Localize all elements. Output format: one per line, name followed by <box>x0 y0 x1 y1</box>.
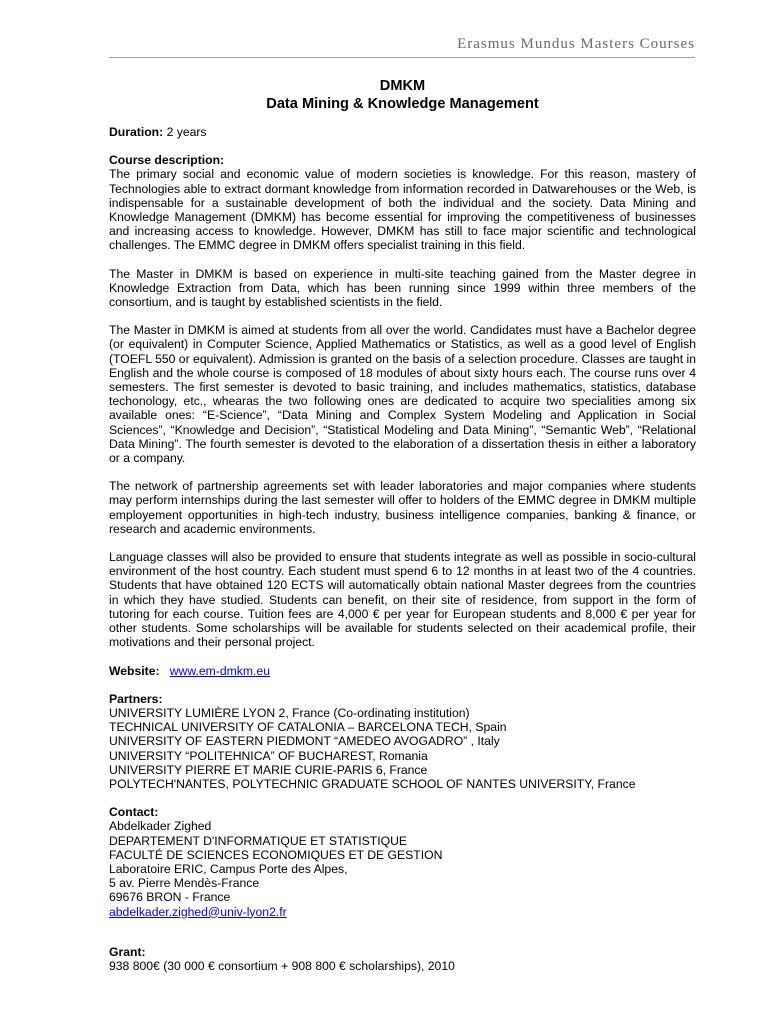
contact-line: Abdelkader Zighed <box>109 819 212 834</box>
duration <box>109 125 696 139</box>
contact-line: 5 av. Pierre Mendès-France <box>109 876 260 891</box>
contact-label: Contact: <box>109 805 159 820</box>
website-label: Website: <box>109 663 160 678</box>
contact-block <box>109 819 696 918</box>
contact-email-link[interactable]: abdelkader.zighed@univ-lyon2.fr <box>109 904 287 919</box>
course-paragraph: The Master in DMKM is aimed at students from all over the world. Candidates must have a Bachelor degree (or equivalent) in Computer Science, Applied Mathematics or Statistics, as well as a good level of English (TOEFL 550 or equivalent). Admission is granted on the basis of a selection procedure. Classes are taught in English and the whole course is composed of 18 modules of about sixty hours each. The course runs over 4 semesters. The first semester is devoted to basic training, and includes mathematics, statistics, database techonology, etc., whearas the two following ones are dedicated to acquire two specialities among six available ones: “E-Science”, “Data Mining and Complex System Modeling and Application in Social Sciences”, “Knowledge and Decision”, “Statistical Modeling and Data Mining”, “Semantic Web”, “Relational Data Mining”. The fourth semester is devoted to the elaboration of a dissertation thesis in either a laboratory or a company. <box>109 323 696 466</box>
course-description-label: Course description: <box>109 153 225 168</box>
document-body <box>109 78 696 973</box>
partner-item: POLYTECH'NANTES, POLYTECHNIC GRADUATE SCHOOL OF NANTES UNIVERSITY, France <box>109 776 636 791</box>
contact-line: DEPARTEMENT D'INFORMATIQUE ET STATISTIQUE <box>109 833 408 848</box>
duration-label: Duration: <box>109 125 164 139</box>
contact-line: Laboratoire ERIC, Campus Porte des Alpes, <box>109 861 348 876</box>
header-rule <box>109 57 695 58</box>
course-paragraph: The Master in DMKM is based on experience in multi-site teaching gained from the Master degree in Knowledge Extraction from Data, which has been running since 1999 within three members of the consortium, and is taught by established scientists in the field. <box>109 266 696 310</box>
contact-line: 69676 BRON - France <box>109 890 231 905</box>
programme-acronym: DMKM <box>379 78 426 94</box>
website <box>109 664 696 678</box>
partners-label: Partners: <box>109 691 163 706</box>
grant-value: 938 800€ (30 000 € consortium + 908 800 € scholarships), 2010 <box>109 958 455 973</box>
grant-label: Grant: <box>109 944 146 959</box>
partner-item: UNIVERSITY PIERRE ET MARIE CURIE-PARIS 6, France <box>109 762 428 777</box>
course-paragraph: Language classes will also be provided to ensure that students integrate as well as possible in socio-cultural environment of the host country. Each student must spend 6 to 12 months in at least two of the 4 countries. Students that have obtained 120 ECTS will automatically obtain national Master degrees from the countries in which they have studied. Students can benefit, on their site of residence, from support in the form of tutoring for each course. Tuition fees are 4,000 € per year for European students and 8,000 € per year for other students. Some scholarships will be available for students selected on their academical profile, their motivations and their personal project. <box>109 550 696 650</box>
partners-list <box>109 706 696 791</box>
course-paragraph: The network of partnership agreements set with leader laboratories and major companies where students may perform internships during the last semester will offer to holders of the EMMC degree in DMKM multiple employement opportunities in high-tech industry, business intelligence companies, banking & finance, or research and academic environments. <box>109 479 696 536</box>
contact-line: FACULTÉ DE SCIENCES ECONOMIQUES ET DE GESTION <box>109 847 443 862</box>
partner-item: TECHNICAL UNIVERSITY OF CATALONIA – BARCELONA TECH, Spain <box>109 720 507 735</box>
partner-item: UNIVERSITY “POLITEHNICA” OF BUCHAREST, Romania <box>109 748 428 763</box>
running-header: Erasmus Mundus Masters Courses <box>457 36 695 52</box>
course-paragraph: The primary social and economic value of modern societies is knowledge. For this reason, mastery of Technologies able to extract dormant knowledge from information recorded in Datwarehouses or the Web, is indispensable for a sustainable development of both the individual and the society. Data Mining and Knowledge Management (DMKM) has become essential for improving the competitiveness of businesses and increasing access to knowledge. However, DMKM has still to face major scientific and technological challenges. The EMMC degree in DMKM offers specialist training in this field. <box>109 167 696 253</box>
programme-title: Data Mining & Knowledge Management <box>266 95 539 112</box>
website-link[interactable]: www.em-dmkm.eu <box>169 663 270 678</box>
partner-item: UNIVERSITY LUMIÈRE LYON 2, France (Co-ordinating institution) <box>109 705 470 720</box>
duration-value: 2 years <box>166 125 207 139</box>
partner-item: UNIVERSITY OF EASTERN PIEDMONT “AMEDEO AVOGADRO” , Italy <box>109 734 500 749</box>
